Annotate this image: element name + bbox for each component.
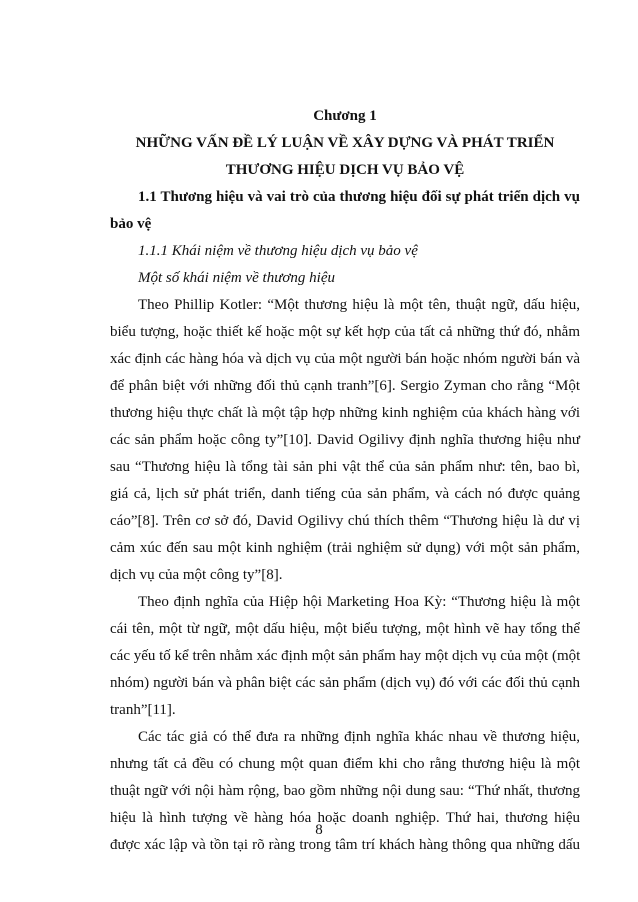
paragraph-1 xyxy=(110,292,580,589)
paragraph-line: được xác lập và tồn tại rõ ràng trong tâm trí khách hàng thông qua những dấu xyxy=(110,837,580,853)
paragraph-line: giá cả, lịch sử phát triển, danh tiếng của sản phẩm, và cách nó được quảng xyxy=(110,486,580,502)
chapter-title-line-2: THƯƠNG HIỆU DỊCH VỤ BẢO VỆ xyxy=(225,162,465,178)
paragraph-line: để phân biệt với những đối thủ cạnh tranh”[6]. Sergio Zyman cho rằng “Một xyxy=(110,378,580,394)
page-number: 8 xyxy=(315,822,323,838)
paragraph-line: hiệu là hình tượng về hàng hóa hoặc doanh nghiệp. Thứ hai, thương hiệu xyxy=(110,810,580,826)
paragraph-line: Theo Phillip Kotler: “Một thương hiệu là một tên, thuật ngữ, dấu hiệu, xyxy=(138,297,580,313)
paragraph-line: các sản phẩm hoặc công ty”[10]. David Ogilivy định nghĩa thương hiệu như xyxy=(110,432,580,448)
paragraph-line: tranh”[11]. xyxy=(110,702,176,718)
subsection-heading: 1.1.1 Khái niệm về thương hiệu dịch vụ bảo vệ xyxy=(138,243,418,259)
paragraph-line: cáo”[8]. Trên cơ sở đó, David Ogilivy chú thích thêm “Thương hiệu là dư vị xyxy=(110,513,580,529)
paragraph-line: nhưng tất cả đều có chung một quan điểm khi cho rằng thương hiệu là một xyxy=(110,756,580,772)
paragraph-line: thuật ngữ với nội hàm rộng, bao gồm những nội dung sau: “Thứ nhất, thương xyxy=(110,783,580,799)
paragraph-line: Các tác giả có thể đưa ra những định nghĩa khác nhau về thương hiệu, xyxy=(138,729,580,745)
section-heading-line-1: 1.1 Thương hiệu và vai trò của thương hiệu đối sự phát triển dịch vụ xyxy=(138,189,580,205)
paragraph-2 xyxy=(110,589,580,724)
paragraph-line: sau “Thương hiệu là tổng tài sản phi vật thể của sản phẩm như: tên, bao bì, xyxy=(110,459,580,475)
paragraph-line: nhóm) người bán và phân biệt các sản phẩm (dịch vụ) đó với các đối thủ cạnh xyxy=(110,675,580,691)
chapter-title-line-1: NHỮNG VẤN ĐỀ LÝ LUẬN VỀ XÂY DỰNG VÀ PHÁT TRIỂN xyxy=(135,135,555,151)
chapter-label: Chương 1 xyxy=(313,108,377,124)
document-page xyxy=(110,103,580,859)
paragraph-line: các yếu tố kể trên nhằm xác định một sản phẩm hay một dịch vụ của một (một xyxy=(110,648,581,664)
paragraph-line: biểu tượng, hoặc thiết kế hoặc một sự kết hợp của tất cả những thứ đó, nhằm xyxy=(110,324,580,340)
section-heading-line-2: bảo vệ xyxy=(110,216,152,232)
paragraph-line: cảm xúc đến sau một kinh nghiệm (trải nghiệm sử dụng) với một sản phẩm, xyxy=(110,540,580,556)
paragraph-line: thương hiệu thực chất là một tập hợp những kinh nghiệm của khách hàng với xyxy=(110,405,580,421)
paragraph-line: cái tên, một từ ngữ, một dấu hiệu, một biểu tượng, một hình vẽ hay tổng thể xyxy=(110,621,580,637)
paragraph-line: dịch vụ của một công ty”[8]. xyxy=(110,567,283,583)
paragraph-line: Theo định nghĩa của Hiệp hội Marketing Hoa Kỳ: “Thương hiệu là một xyxy=(138,594,580,610)
paragraph-line: xác định các hàng hóa và dịch vụ của một người bán hoặc nhóm người bán và xyxy=(110,351,580,367)
subsubsection-heading: Một số khái niệm về thương hiệu xyxy=(138,270,335,286)
